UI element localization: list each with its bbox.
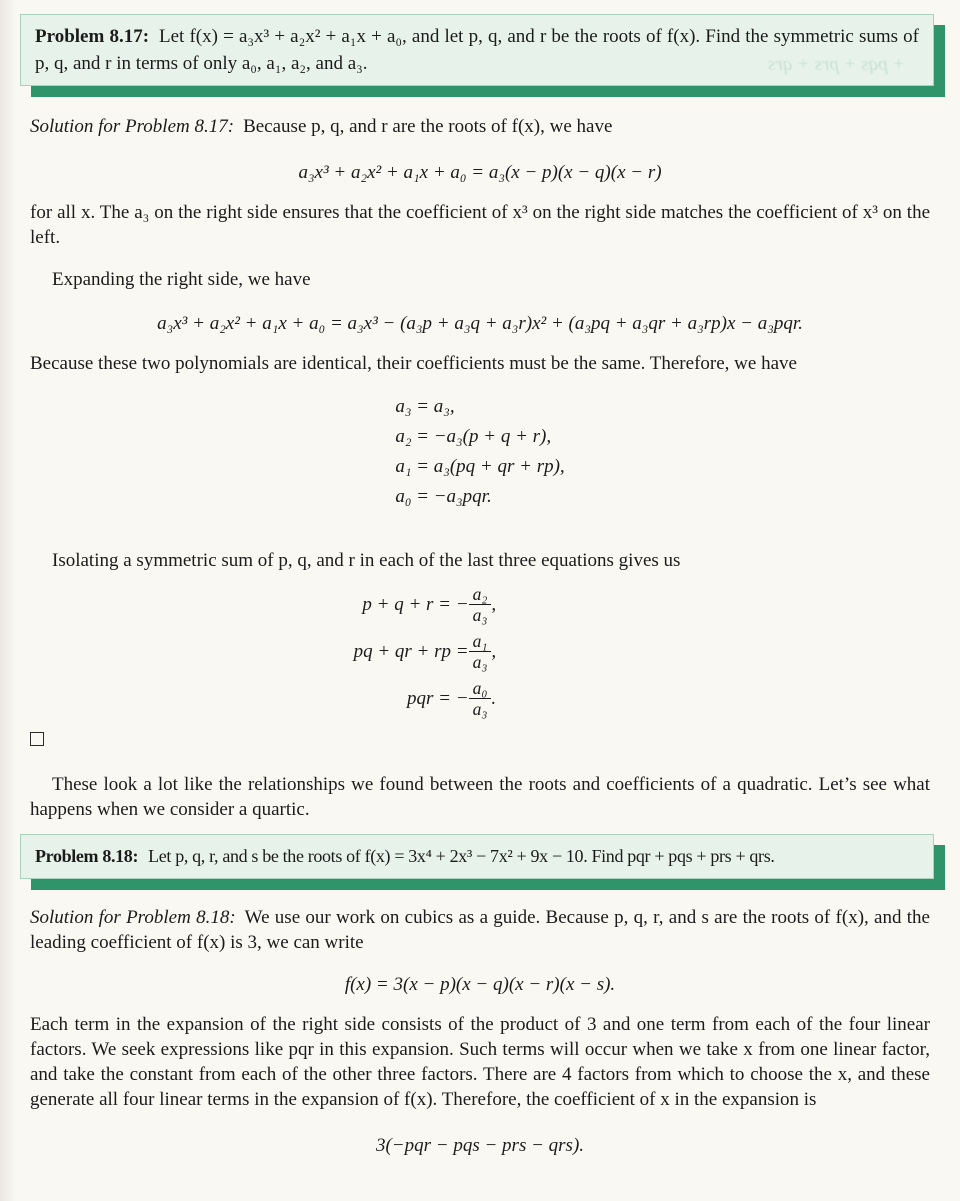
fraction-equation [30, 679, 930, 719]
solution-8-18-intro [30, 905, 930, 955]
numerator: a₂ [472, 584, 488, 604]
denominator: a₃ [469, 698, 492, 718]
fraction [469, 679, 492, 719]
display-equation-factored-quartic: f(x) = 3(x − p)(x − q)(x − r)(x − s). [344, 974, 616, 996]
bleed-through-artifact: + pqs + prs + qrs [767, 54, 905, 75]
problem-8-17-text: Let f(x) = a₃x³ + a₂x² + a₁x + a₀, and let p, q, and r be the roots of f(x). Find the symmetric sums of p, q, and r in terms of only a₀, a₁, a₂, and a₃. [35, 26, 919, 74]
solution-lead-in: Solution for Problem 8.17: [30, 116, 235, 137]
paragraph-each-term: Each term in the expansion of the right side consists of the product of 3 and one term from each of the four linear factors. We seek expressions like pqr in this expansion. Such terms will occur when we take x from one linear factor, and take the constant from each of the other three factors. There are 4 factors from which to choose the x, and these generate all four linear terms in the expansion of f(x). Therefore, the coefficient of x in the expansion is [30, 1014, 930, 1111]
numerator: a₁ [472, 630, 488, 651]
coefficient-equations [30, 392, 930, 512]
equation-punctuation: . [491, 687, 497, 709]
fraction-equation [30, 585, 930, 625]
solution-8-17-intro [30, 114, 930, 139]
display-equation-coefficient-of-x: 3(−pqr − pqs − prs − qrs). [375, 1135, 585, 1157]
problem-box-8-18 [20, 834, 934, 879]
paragraph-identical: Because these two polynomials are identical, their coefficients must be the same. Therefore, we have [30, 353, 797, 374]
equation-punctuation: , [491, 641, 497, 663]
paragraph-isolating: Isolating a symmetric sum of p, q, and r in each of the last three equations gives us [52, 550, 681, 571]
problem-box-8-17 [20, 14, 934, 86]
coefficient-equation: a₁ = a₃(pq + qr + rp), [395, 456, 565, 477]
display-equation-factored-cubic: a₃x³ + a₂x² + a₁x + a₀ = a₃(x − p)(x − q)(x − r) [298, 162, 662, 183]
solution-intro-text: We use our work on cubics as a guide. Because p, q, r, and s are the roots of f(x), and the leading coefficient of f(x) is 3, we can write [30, 907, 930, 954]
problem-8-18-label: Problem 8.18: [35, 846, 139, 867]
solution-intro-text: Because p, q, and r are the roots of f(x), we have [243, 116, 613, 137]
fraction [469, 585, 492, 625]
problem-8-18-text: Let p, q, r, and s be the roots of f(x) = 3x⁴ + 2x³ − 7x² + 9x − 10. Find pqr + pqs + prs + qrs. [148, 846, 775, 867]
equation-punctuation: , [491, 594, 497, 616]
denominator: a₃ [469, 651, 492, 671]
qed-square [30, 732, 44, 746]
fraction [469, 632, 492, 672]
equation-lhs: pqr = − [407, 687, 469, 709]
equation-lhs: pq + qr + rp = [353, 641, 469, 663]
paragraph-for-all-x: for all x. The a₃ on the right side ensures that the coefficient of x³ on the right side matches the coefficient of x³ on the left. [30, 202, 930, 248]
denominator: a₃ [469, 604, 492, 624]
coefficient-equation: a₃ = a₃, [395, 396, 455, 417]
problem-8-17-label: Problem 8.17: [35, 26, 150, 47]
paragraph-expanding: Expanding the right side, we have [52, 269, 311, 290]
paragraph-quadratic-link: These look a lot like the relationships we found between the roots and coefficients of a quadratic. Let’s see what happens when we consider a quartic. [30, 774, 930, 821]
solution-lead-in: Solution for Problem 8.18: [30, 907, 236, 929]
fraction-equation [30, 632, 930, 672]
coefficient-equation: a₂ = −a₃(p + q + r), [395, 426, 552, 447]
numerator: a₀ [472, 677, 488, 698]
symmetric-sum-equations [30, 585, 930, 718]
coefficient-equation: a₀ = −a₃pqr. [395, 486, 492, 507]
display-equation-expanded-cubic: a₃x³ + a₂x² + a₁x + a₀ = a₃x³ − (a₃p + a₃q + a₃r)x² + (a₃pq + a₃qr + a₃rp)x − a₃pqr. [157, 313, 803, 334]
equation-lhs: p + q + r = − [362, 594, 469, 616]
